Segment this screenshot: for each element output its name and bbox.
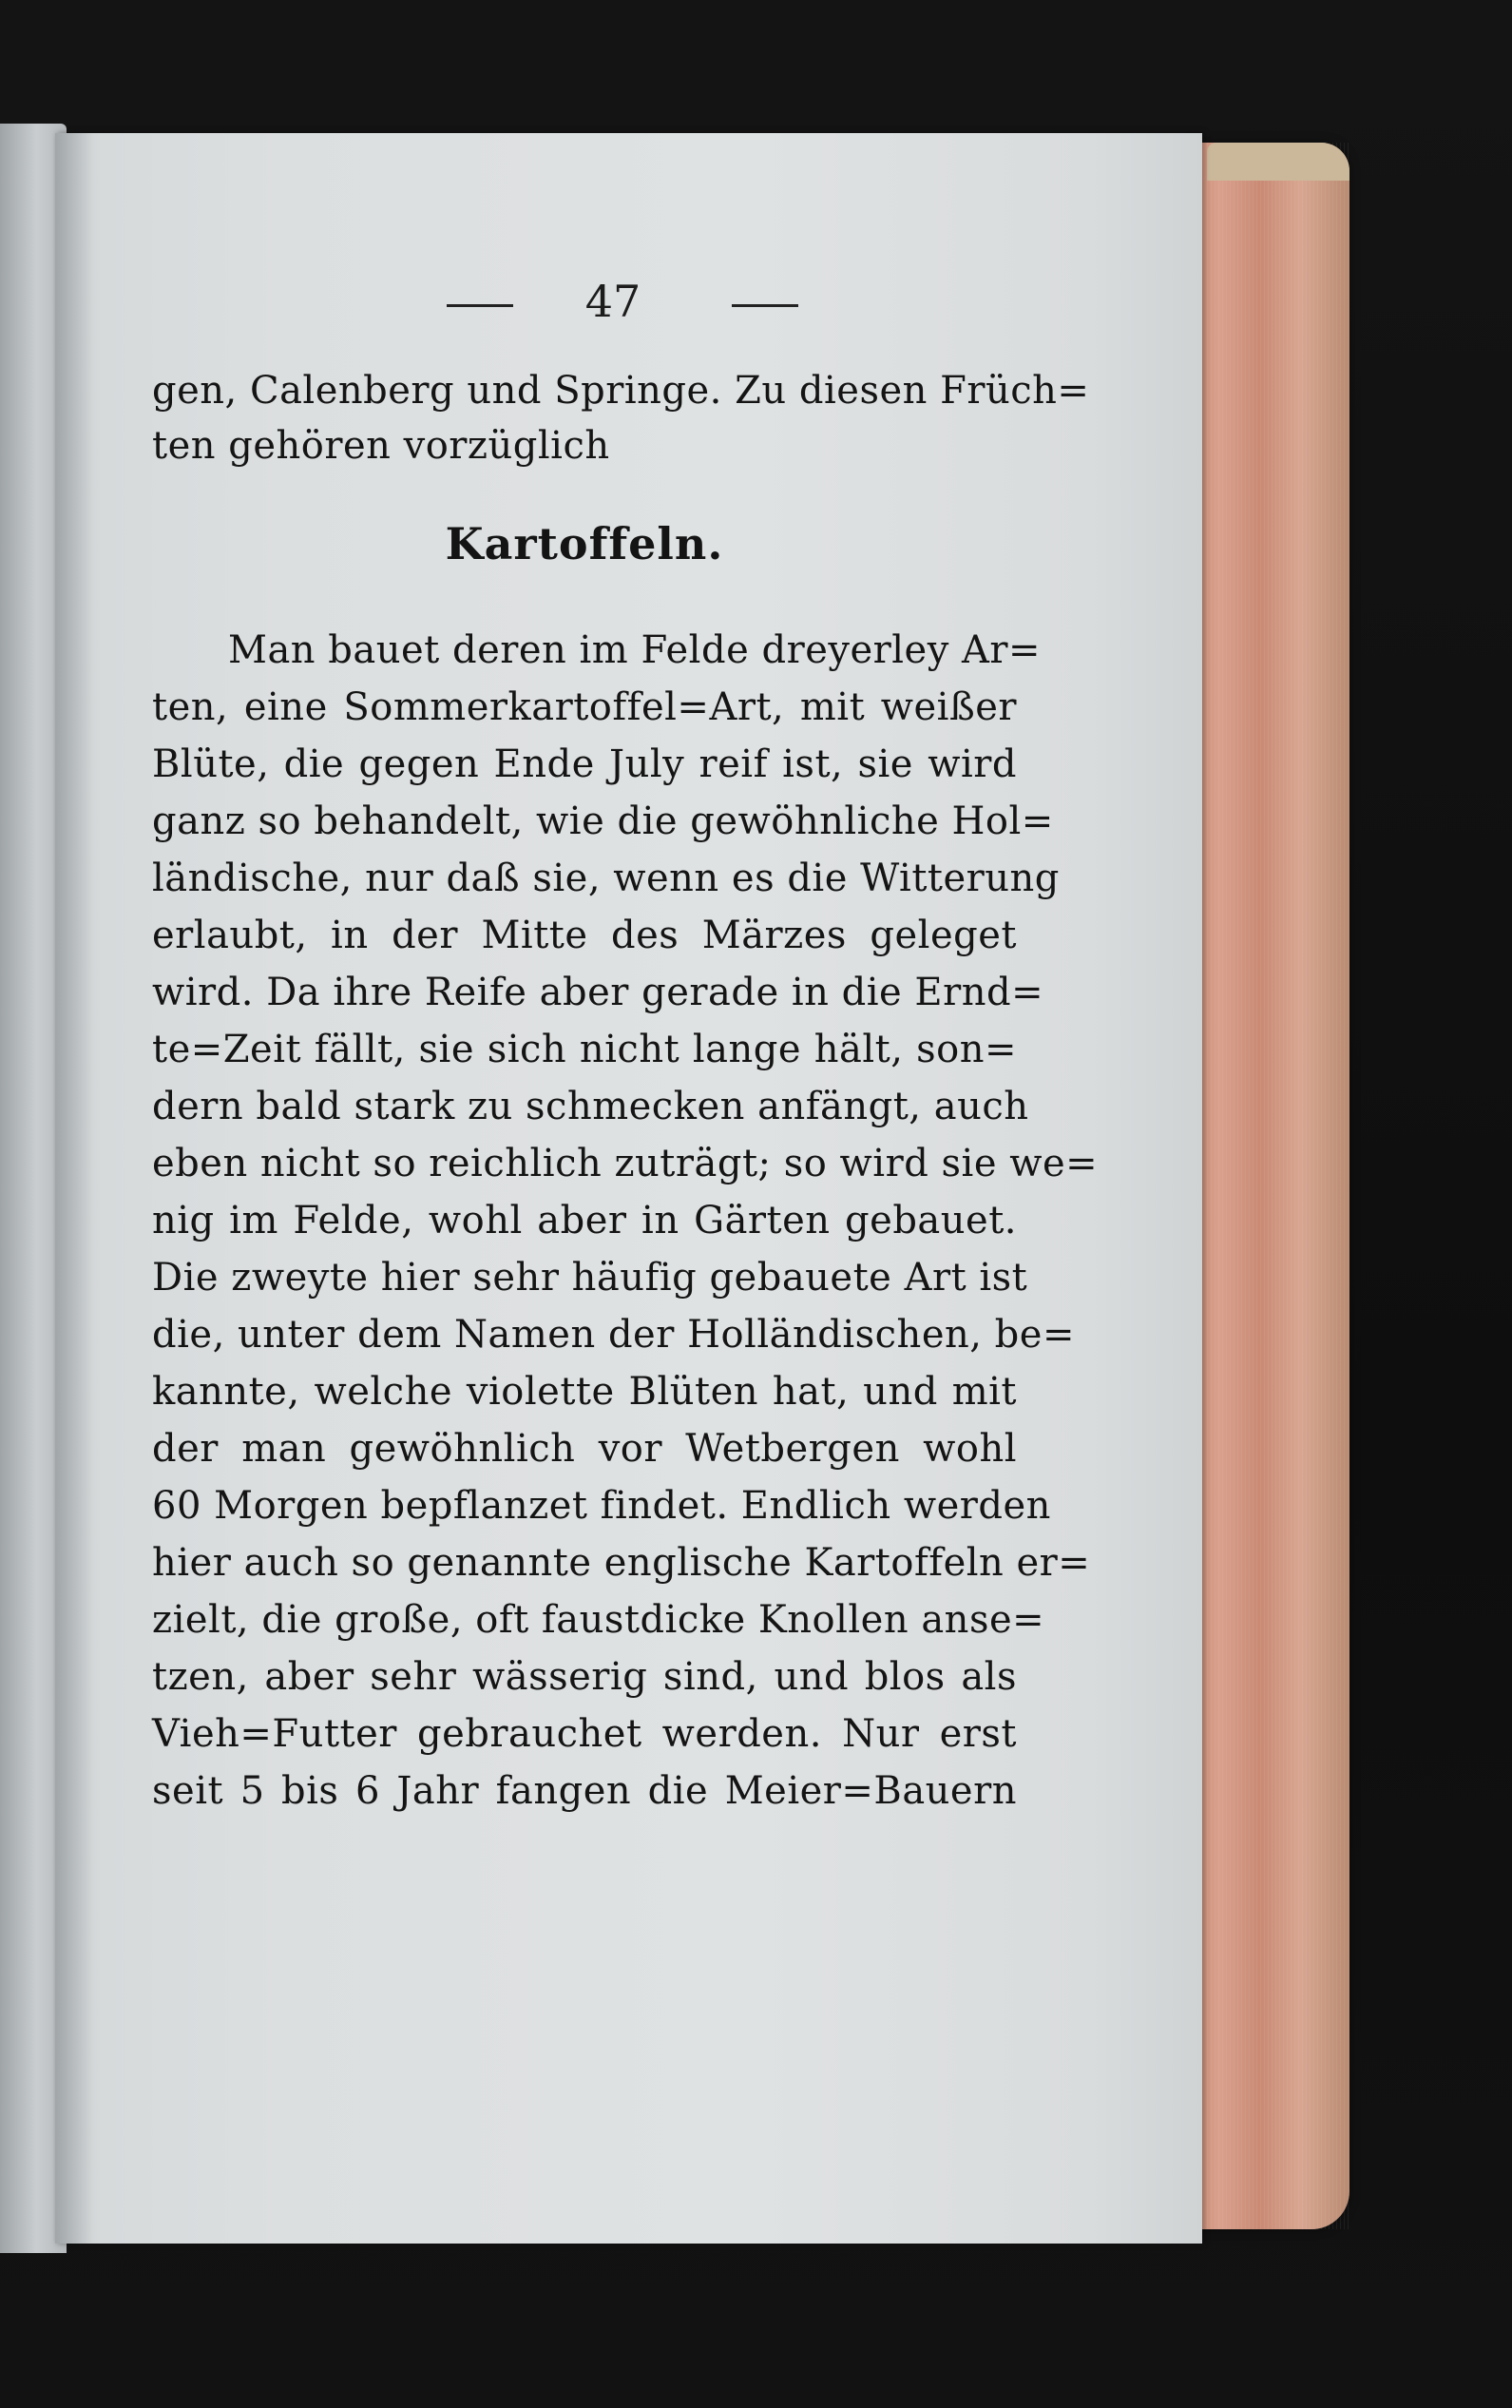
text-line: dern bald stark zu schmecken anfängt, auch [152, 1085, 1029, 1128]
book-page [55, 133, 1202, 2244]
page-header [152, 276, 1017, 342]
text-line: te=Zeit fällt, sie sich nicht lange hält, son= [152, 1028, 1017, 1071]
text-line: kannte, welche violette Blüten hat, und mit [152, 1370, 1017, 1414]
text-line: zielt, die große, oft faustdicke Knollen anse= [152, 1598, 1045, 1642]
text-line: wird. Da ihre Reife aber gerade in die Ernd= [152, 971, 1044, 1014]
text-line: ten gehören vorzüglich [152, 424, 610, 468]
text-line: ländische, nur daß sie, wenn es die Witterung [152, 857, 1060, 900]
text-line: Man bauet deren im Felde dreyerley Ar= [228, 628, 1042, 672]
text-line: ganz so behandelt, wie die gewöhnliche Hol= [152, 799, 1054, 843]
text-line: ten, eine Sommerkartoffel=Art, mit weißer [152, 685, 1017, 729]
text-line: seit 5 bis 6 Jahr fangen die Meier=Bauern [152, 1769, 1017, 1813]
text-line: Vieh=Futter gebrauchet werden. Nur erst [152, 1712, 1017, 1756]
book-page-edges [1188, 143, 1349, 2229]
text-line: eben nicht so reichlich zuträgt; so wird sie we= [152, 1142, 1099, 1185]
gutter-shadow [55, 133, 93, 2244]
page-number: 47 [584, 276, 641, 327]
header-dash-left [447, 304, 513, 307]
text-line: nig im Felde, wohl aber in Gärten gebauet. [152, 1199, 1017, 1243]
text-line: gen, Calenberg und Springe. Zu diesen Früch= [152, 369, 1090, 413]
book-cover-corner [1207, 143, 1349, 181]
section-heading: Kartoffeln. [445, 518, 724, 569]
text-line: Die zweyte hier sehr häufig gebauete Art ist [152, 1256, 1028, 1300]
text-line: 60 Morgen bepflanzet findet. Endlich werden [152, 1484, 1051, 1528]
text-line: tzen, aber sehr wässerig sind, und blos als [152, 1655, 1017, 1699]
text-line: Blüte, die gegen Ende July reif ist, sie wird [152, 742, 1017, 786]
header-dash-right [732, 304, 798, 307]
text-line: der man gewöhnlich vor Wetbergen wohl [152, 1427, 1017, 1471]
text-line: die, unter dem Namen der Holländischen, be= [152, 1313, 1075, 1357]
text-line: erlaubt, in der Mitte des Märzes geleget [152, 914, 1017, 957]
text-line: hier auch so genannte englische Kartoffeln er= [152, 1541, 1091, 1585]
